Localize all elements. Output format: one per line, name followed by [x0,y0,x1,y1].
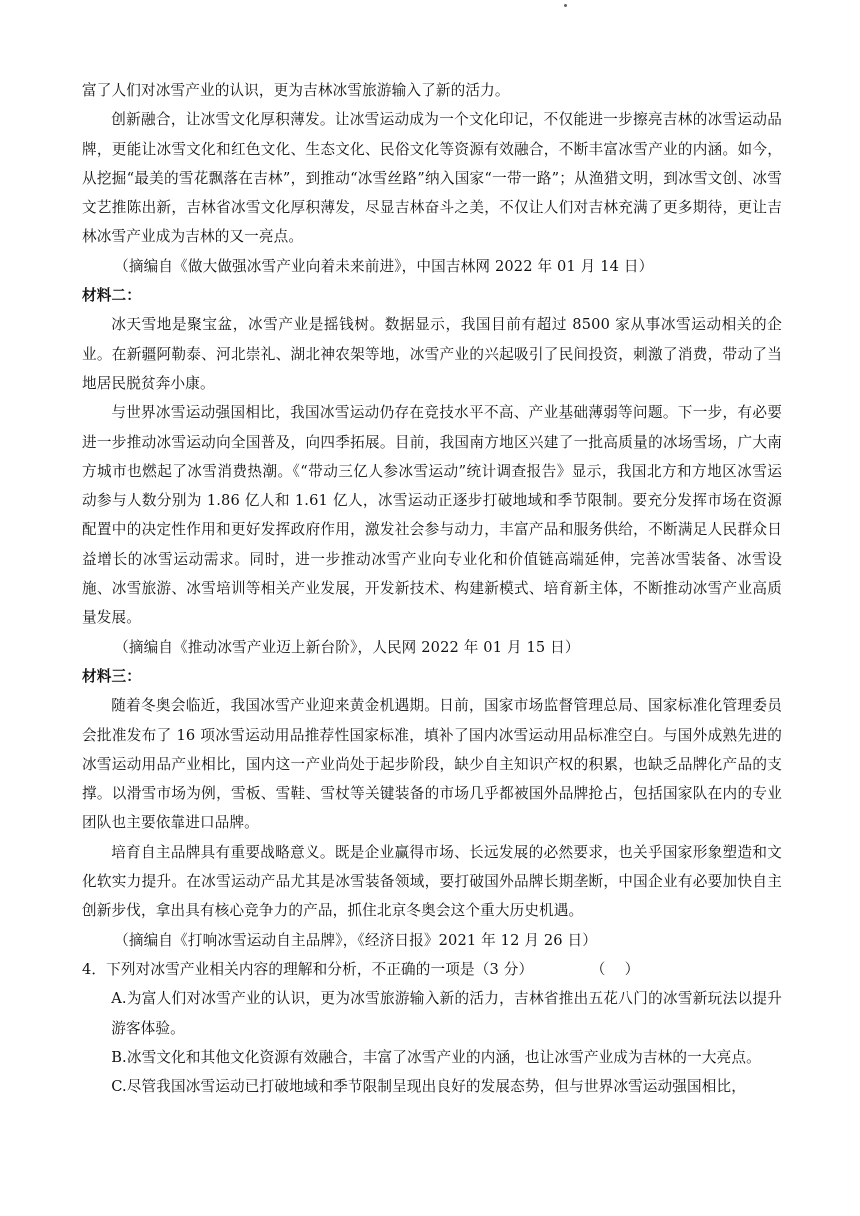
paragraph: 冰天雪地是聚宝盆，冰雪产业是摇钱树。数据显示，我国目前有超过 8500 家从事冰雪运动相关的企业。在新疆阿勒泰、河北崇礼、湖北神农架等地，冰雪产业的兴起吸引了民间投资，刺激了消费，带动了当地居民脱贫奔小康。 [82,316,782,392]
source-citation: （摘编自《打响冰雪运动自主品牌》，《经济日报》2021 年 12 月 26 日） [114,931,598,949]
option-a: A.为富人们对冰雪产业的认识，更为冰雪旅游输入新的活力，吉林省推出五花八门的冰雪新玩法以提升游客体验。 [111,990,782,1037]
option-b: B.冰雪文化和其他文化资源有效融合，丰富了冰雪产业的内涵，也让冰雪产业成为吉林的一大亮点。 [111,1048,761,1066]
option-c: C.尽管我国冰雪运动已打破地域和季节限制呈现出良好的发展态势，但与世界冰雪运动强国相比， [111,1078,747,1096]
paragraph: 创新融合，让冰雪文化厚积薄发。让冰雪运动成为一个文化印记，不仅能进一步擦亮吉林的冰雪运动品牌，更能让冰雪文化和红色文化、生态文化、民俗文化等资源有效融合，不断丰富冰雪产业的内涵。如今，从挖掘“最美的雪花飘落在吉林”，到推动“冰雪丝路”纳入国家“一带一路”；从渔猎文明，到冰雪文创、冰雪文艺推陈出新，吉林省冰雪文化厚积薄发，尽显吉林奋斗之美，不仅让人们对吉林充满了更多期待，更让吉林冰雪产业成为吉林的又一亮点。 [82,111,782,246]
paragraph-continuation: 富了人们对冰雪产业的认识，更为吉林冰雪旅游输入了新的活力。 [82,82,510,99]
source-citation: （摘编自《做大做强冰雪产业向着未来前进》，中国吉林网 2022 年 01 月 14 日） [114,257,654,275]
paragraph: 随着冬奥会临近，我国冰雪产业迎来黄金机遇期。日前，国家市场监督管理总局、国家标准化管理委员会批准发布了 16 项冰雪运动用品推荐性国家标准，填补了国内冰雪运动用品标准空白。与国外成熟先进的冰雪运动用品产业相比，国内这一产业尚处于起步阶段，缺少自主知识产权的积累，也缺乏品牌化产品的支撑。以滑雪市场为例，雪板、雪鞋、雪杖等关键装备的市场几乎都被国外品牌抢占，包括国家队在内的专业团队也主要依靠进口品牌。 [82,697,782,832]
document-page [82,76,782,1101]
source-citation: （摘编自《推动冰雪产业迈上新台阶》，人民网 2022 年 01 月 15 日） [114,638,580,656]
header-dot [564,4,567,7]
paragraph: 培育自主品牌具有重要战略意义。既是企业赢得市场、长远发展的必然要求，也关乎国家形象塑造和文化软实力提升。在冰雪运动产品尤其是冰雪装备领域，要打破国外品牌长期垄断，中国企业有必要加快自主创新步伐，拿出具有核心竞争力的产品，抓住北京冬奥会这个重大历史机遇。 [82,843,782,920]
paragraph: 与世界冰雪运动强国相比，我国冰雪运动仍存在竞技水平不高、产业基础薄弱等问题。下一步，有必要进一步推动冰雪运动向全国普及，向四季拓展。目前，我国南方地区兴建了一批高质量的冰场雪场，广大南方城市也燃起了冰雪消费热潮。《“带动三亿人参冰雪运动”统计调查报告》显示，我国北方和方地区冰雪运动参与人数分别为 1.86 亿人和 1.61 亿人，冰雪运动正逐步打破地域和季节限制。要充分发挥市场在资源配置中的决定性作用和更好发挥政府作用，激发社会参与动力，丰富产品和服务供给，不断满足人民群众日益增长的冰雪运动需求。同时，进一步推动冰雪产业向专业化和价值链高端延伸，完善冰雪装备、冰雪设施、冰雪旅游、冰雪培训等相关产业发展，开发新技术、构建新模式、培育新主体，不断推动冰雪产业高质量发展。 [82,404,782,627]
section-heading: 材料三： [82,667,141,685]
section-heading: 材料二： [82,287,141,305]
question-stem: 4．下列对冰雪产业相关内容的理解和分析，不正确的一项是（3 分） （ ） [82,960,640,978]
